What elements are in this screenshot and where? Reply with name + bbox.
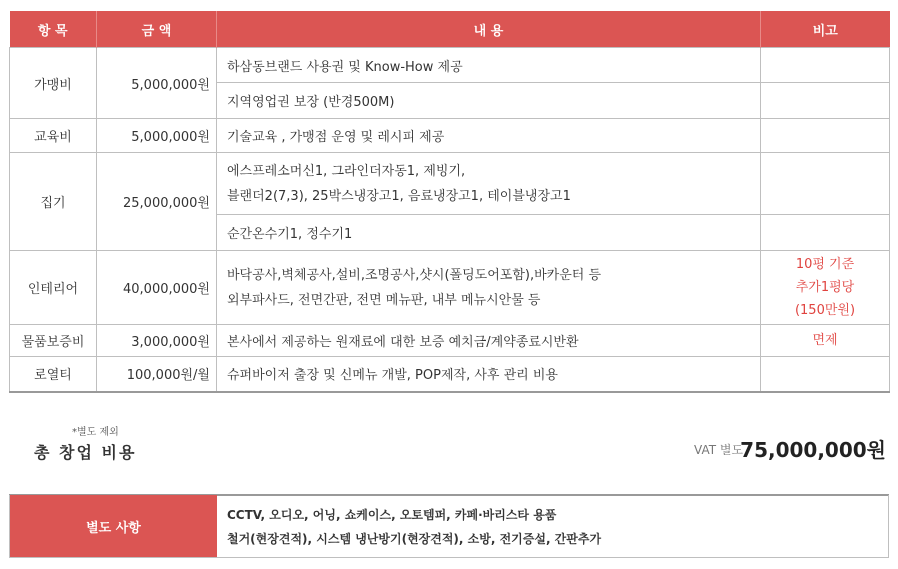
row-amount: 5,000,000원	[97, 48, 217, 119]
row-amount: 3,000,000원	[97, 325, 217, 357]
row-amount: 100,000원/월	[97, 357, 217, 392]
row-content: 슈퍼바이저 출장 및 신메뉴 개발, POP제작, 사후 관리 비용	[217, 357, 761, 392]
header-content: 내 용	[217, 11, 761, 48]
header-note: 비고	[761, 11, 890, 48]
content-line: 에스프레소머신1, 그라인더자동1, 제빙기,	[227, 163, 466, 179]
row-item: 집기	[10, 153, 97, 251]
startup-cost-table	[9, 11, 890, 393]
row-note	[761, 48, 890, 83]
table-row-equipment	[10, 153, 890, 215]
extras-section	[9, 495, 889, 558]
header-item: 항 목	[10, 11, 97, 48]
header-amount: 금 액	[97, 11, 217, 48]
total-cost-title: 총 창업 비용	[34, 443, 137, 462]
row-item: 교육비	[10, 119, 97, 153]
row-note	[761, 251, 890, 325]
note-line: 추가1평당	[795, 280, 855, 295]
table-row-education-fee	[10, 119, 890, 153]
table-header-row	[10, 11, 890, 48]
row-note	[761, 357, 890, 392]
extras-line: CCTV, 오디오, 어닝, 쇼케이스, 오토템퍼, 카페·바리스타 용품	[227, 508, 557, 522]
total-cost-amount: 75,000,000원	[740, 438, 886, 462]
content-line: 외부파사드, 전면간판, 전면 메뉴판, 내부 메뉴시안물 등	[227, 292, 541, 308]
row-amount: 25,000,000원	[97, 153, 217, 251]
extras-line: 철거(현장견적), 시스템 냉난방기(현장견적), 소방, 전기증설, 간판추가	[227, 532, 602, 546]
row-content: 순간온수기1, 정수기1	[217, 215, 761, 251]
extras-label: 별도 사항	[10, 495, 217, 557]
row-item: 인테리어	[10, 251, 97, 325]
row-amount: 40,000,000원	[97, 251, 217, 325]
note-line: (150만원)	[794, 303, 856, 318]
content-line: 블랜더2(7,3), 25박스냉장고1, 음료냉장고1, 테이블냉장고1	[227, 188, 571, 204]
row-amount: 5,000,000원	[97, 119, 217, 153]
row-content: 본사에서 제공하는 원재료에 대한 보증 예치금/계약종료시반환	[217, 325, 761, 357]
row-item: 로열티	[10, 357, 97, 392]
note-line: 10평 기준	[795, 257, 855, 272]
row-content: 기술교육 , 가맹점 운영 및 레시피 제공	[217, 119, 761, 153]
total-footnote: *별도 제외	[72, 427, 119, 438]
row-content	[217, 153, 761, 215]
row-note	[761, 83, 890, 119]
row-note	[761, 119, 890, 153]
row-item: 물품보증비	[10, 325, 97, 357]
table-row-interior	[10, 251, 890, 325]
extras-body	[217, 495, 888, 557]
row-note	[761, 153, 890, 215]
row-item: 가맹비	[10, 48, 97, 119]
table-row-royalty	[10, 357, 890, 392]
content-line: 바닥공사,벽체공사,설비,조명공사,샷시(폴딩도어포함),바카운터 등	[227, 267, 602, 283]
row-note	[761, 215, 890, 251]
row-content: 지역영업권 보장 (반경500M)	[217, 83, 761, 119]
table-row-franchise-fee	[10, 48, 890, 83]
vat-label: VAT 별도	[694, 443, 744, 457]
table-row-deposit	[10, 325, 890, 357]
row-content: 하삼동브랜드 사용권 및 Know-How 제공	[217, 48, 761, 83]
row-content	[217, 251, 761, 325]
row-note: 면제	[761, 325, 890, 357]
